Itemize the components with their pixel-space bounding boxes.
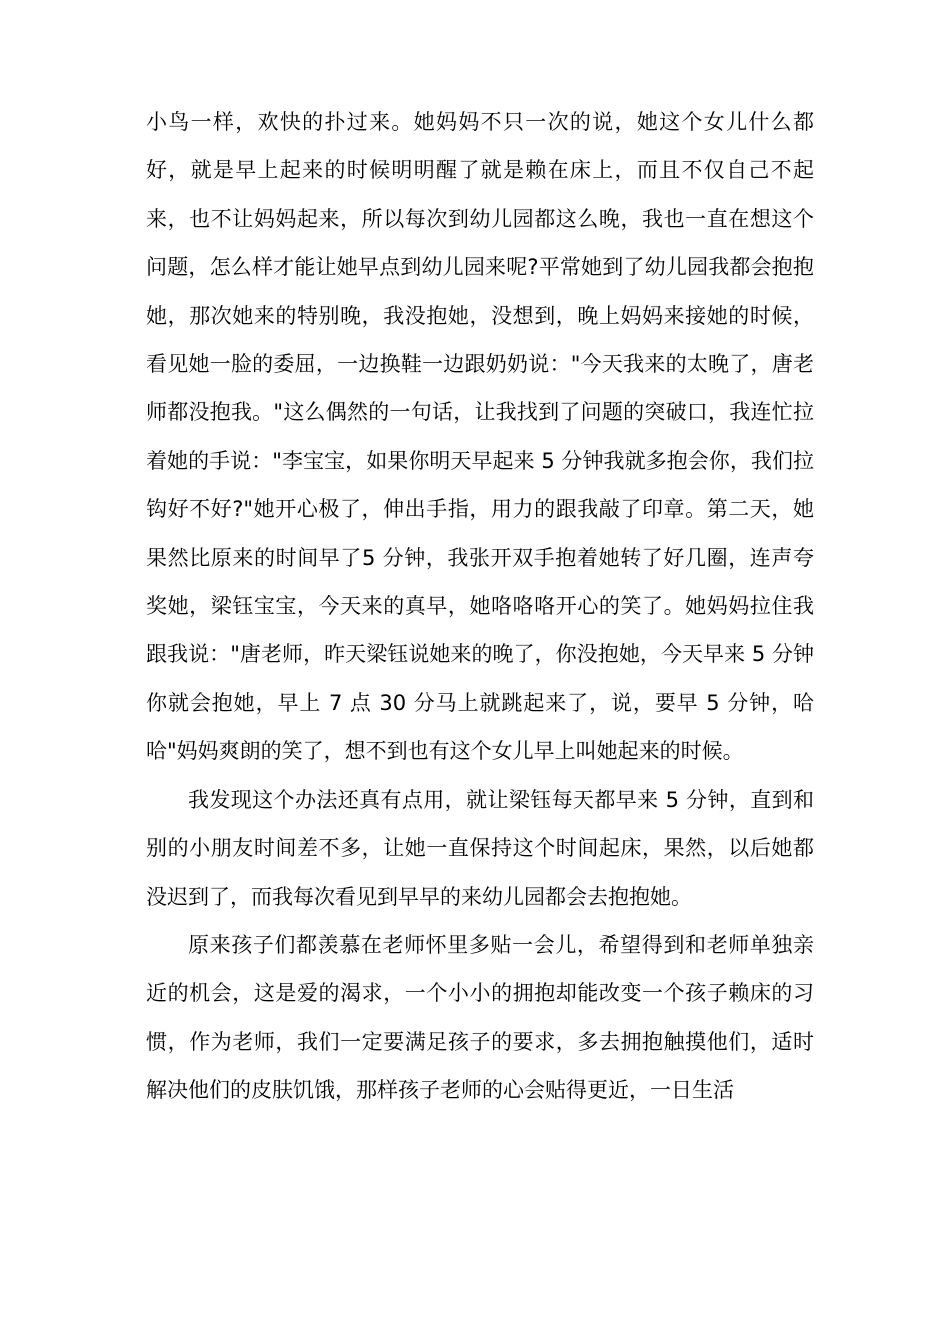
paragraph-1: 小鸟一样，欢快的扑过来。她妈妈不只一次的说，她这个女儿什么都好，就是早上起来的时候明明醒了就是赖在床上，而且不仅自己不起来，也不让妈妈起来，所以每次到幼儿园都这么晚，我也一直在想这个问题，怎么样才能让她早点到幼儿园来呢?平常她到了幼儿园我都会抱抱她，那次她来的特别晚，我没抱她，没想到，晚上妈妈来接她的时候，看见她一脸的委屈，一边换鞋一边跟奶奶说："今天我来的太晚了，唐老师都没抱我。"这么偶然的一句话，让我找到了问题的突破口，我连忙拉着她的手说："李宝宝，如果你明天早起来 5 分钟我就多抱会你，我们拉钩好不好?"她开心极了，伸出手指，用力的跟我敲了印章。第二天，她果然比原来的时间早了5 分钟，我张开双手抱着她转了好几圈，连声夸奖她，梁钰宝宝，今天来的真早，她咯咯咯开心的笑了。她妈妈拉住我跟我说："唐老师，昨天梁钰说她来的晚了，你没抱她，今天早来 5 分钟你就会抱她，早上 7 点 30 分马上就跳起来了，说，要早 5 分钟，哈哈"妈妈爽朗的笑了，想不到也有这个女儿早上叫她起来的时候。 [146, 110, 814, 764]
paragraph-3: 原来孩子们都羡慕在老师怀里多贴一会儿，希望得到和老师单独亲近的机会，这是爱的渴求，一个小小的拥抱却能改变一个孩子赖床的习惯，作为老师，我们一定要满足孩子的要求，多去拥抱触摸他们，适时解决他们的皮肤饥饿，那样孩子老师的心会贴得更近，一日生活 [146, 932, 814, 1103]
paragraph-2: 我发现这个办法还真有点用，就让梁钰每天都早来 5 分钟，直到和别的小朋友时间差不多，让她一直保持这个时间起床，果然，以后她都没迟到了，而我每次看见到早早的来幼儿园都会去抱抱她。 [146, 787, 814, 909]
document-body [146, 98, 814, 1115]
